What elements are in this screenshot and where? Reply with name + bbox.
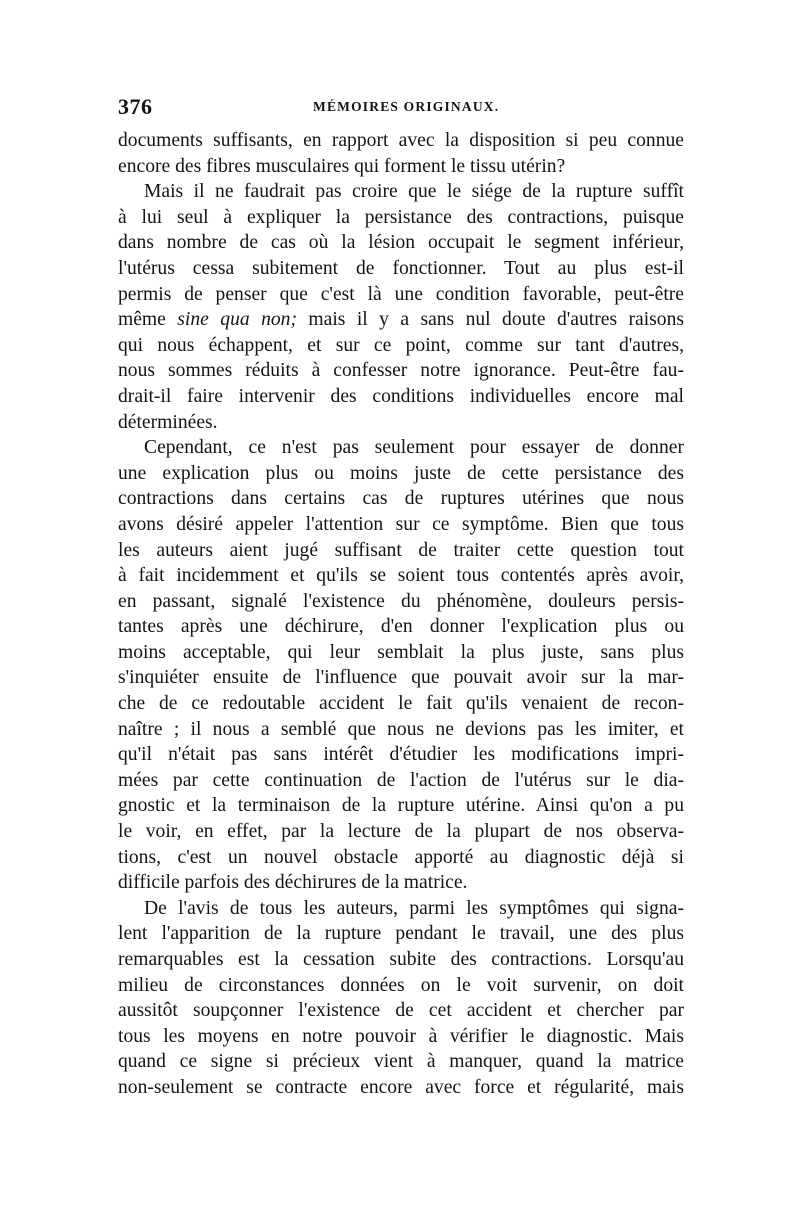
text-line: gnostic et la terminaison de la rupture utérine. Ainsi qu'on a pu — [118, 795, 684, 817]
text-line: le voir, en effet, par la lecture de la plupart de nos observa- — [118, 821, 684, 843]
text-line: mées par cette continuation de l'action de l'utérus sur le dia- — [118, 769, 684, 791]
text-line: moins acceptable, qui leur semblait la plus juste, sans plus — [118, 641, 684, 663]
page-number: 376 — [118, 94, 153, 119]
text-line: les auteurs aient jugé suffisant de traiter cette question tout — [118, 539, 684, 561]
text-line: tous les moyens en notre pouvoir à vérifier le diagnostic. Mais — [118, 1025, 684, 1047]
text-line: une explication plus ou moins juste de cette persistance des — [118, 462, 684, 484]
text-line: aussitôt soupçonner l'existence de cet accident et chercher par — [118, 1000, 684, 1022]
text-line: encore des fibres musculaires qui forment le tissu utérin? — [118, 155, 566, 177]
text-line: permis de penser que c'est là une condition favorable, peut-être — [118, 283, 684, 305]
text-line: qu'il n'était pas sans intérêt d'étudier les modifications impri- — [118, 744, 684, 766]
text-line: che de ce redoutable accident le fait qu'ils venaient de recon- — [118, 693, 684, 715]
text-line: non-seulement se contracte encore avec force et régularité, mais — [118, 1076, 684, 1098]
text-line: nous sommes réduits à confesser notre ignorance. Peut-être fau- — [118, 360, 684, 382]
text-line: en passant, signalé l'existence du phénomène, douleurs persis- — [118, 590, 684, 612]
text-line: drait-il faire intervenir des conditions individuelles encore mal — [118, 385, 684, 407]
text-line: quand ce signe si précieux vient à manquer, quand la matrice — [118, 1051, 684, 1073]
text-line: à fait incidemment et qu'ils se soient tous contentés après avoir, — [118, 565, 684, 587]
text-line: De l'avis de tous les auteurs, parmi les symptômes qui signa- — [144, 897, 684, 919]
text-line: qui nous échappent, et sur ce point, comme sur tant d'autres, — [118, 334, 684, 356]
text-line: difficile parfois des déchirures de la matrice. — [118, 872, 468, 894]
text-line: milieu de circonstances données on le voit survenir, on doit — [118, 974, 684, 996]
text-line: documents suffisants, en rapport avec la disposition si peu connue — [118, 130, 684, 151]
text-line: avons désiré appeler l'attention sur ce symptôme. Bien que tous — [118, 513, 684, 535]
running-head: MÉMOIRES ORIGINAUX. — [313, 99, 500, 114]
page-header — [118, 94, 684, 124]
text-line: tantes après une déchirure, d'en donner l'explication plus ou — [118, 616, 684, 638]
text-line: tions, c'est un nouvel obstacle apporté au diagnostic déjà si — [118, 846, 684, 868]
text-line: remarquables est la cessation subite des contractions. Lorsqu'au — [118, 949, 684, 970]
text-line: à lui seul à expliquer la persistance des contractions, puisque — [118, 206, 684, 228]
text-line: l'utérus cessa subitement de fonctionner. Tout au plus est-il — [118, 257, 684, 279]
body-text — [118, 128, 684, 1101]
text-line: lent l'apparition de la rupture pendant le travail, une des plus — [118, 923, 684, 945]
text-line: contractions dans certains cas de ruptures utérines que nous — [118, 488, 684, 510]
text-line: naître ; il nous a semblé que nous ne devions pas les imiter, et — [118, 718, 684, 740]
text-line: dans nombre de cas où la lésion occupait le segment inférieur, — [118, 232, 684, 254]
text-line: déterminées. — [118, 411, 218, 433]
text-line: même sine qua non; mais il y a sans nul doute d'autres raisons — [118, 309, 685, 331]
text-line: Mais il ne faudrait pas croire que le siége de la rupture suffît — [144, 181, 684, 203]
text-line: s'inquiéter ensuite de l'influence que pouvait avoir sur la mar- — [118, 667, 684, 689]
text-line: Cependant, ce n'est pas seulement pour essayer de donner — [144, 437, 684, 459]
